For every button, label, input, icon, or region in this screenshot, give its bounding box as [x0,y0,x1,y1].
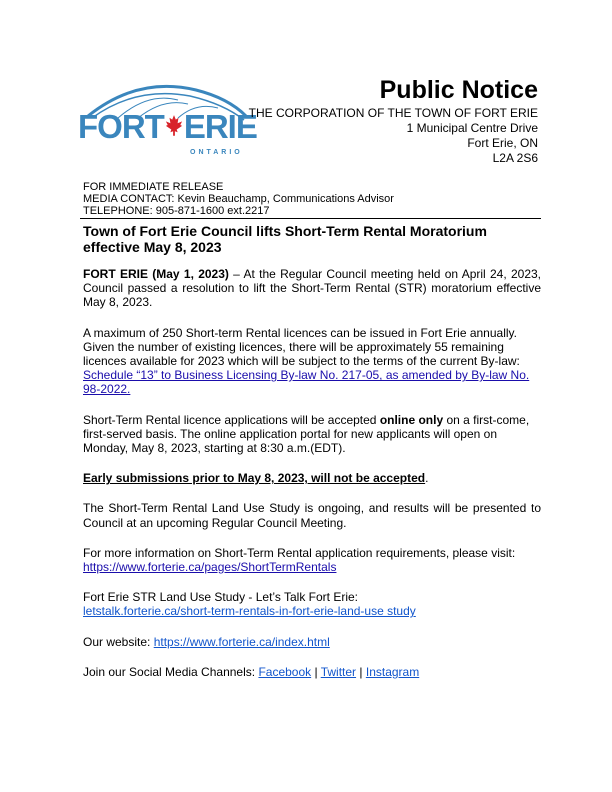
address-line: THE CORPORATION OF THE TOWN OF FORT ERIE [248,106,538,120]
address-line: 1 Municipal Centre Drive [406,121,538,135]
website-link[interactable]: https://www.forterie.ca/index.html [153,634,330,649]
more-info-text: For more information on Short-Term Rental application requirements, please visit: [83,545,516,560]
paragraph-early-submissions [83,471,541,485]
paragraph-letstalk [83,590,541,618]
applications-text-a: Short-Term Rental licence applications will be accepted [83,412,380,427]
instagram-link[interactable]: Instagram [365,664,420,679]
paragraph-intro [83,267,541,310]
str-info-link[interactable]: https://www.forterie.ca/pages/ShortTermRentals [83,560,337,575]
separator: | [311,664,321,679]
social-label: Join our Social Media Channels: [83,664,259,679]
applications-text-c: on a first-come, first-served basis. The online application portal for new applicants will open on Monday, May 8, 2023, starting at 8:30 a.m.(EDT). [83,412,530,456]
twitter-link[interactable]: Twitter [320,664,357,679]
paragraph-website [83,635,541,649]
early-submissions-warning: Early submissions prior to May 8, 2023, will not be accepted [83,471,426,486]
media-contact: MEDIA CONTACT: Kevin Beauchamp, Communications Advisor [83,193,394,205]
intro-text: – At the Regular Council meeting held on April 24, 2023, Council passed a resolution to lift the Short-Term Rental (STR) moratorium effective May 8, 2023. [83,267,541,310]
bylaw-link[interactable]: Schedule “13” to Business Licensing By-law No. 217-05, as amended by By-law No. 98-2022. [83,368,530,397]
headline: Town of Fort Erie Council lifts Short-Term Rental Moratorium effective May 8, 2023 [83,223,487,255]
logo-subtitle: ONTARIO [190,149,243,156]
paragraph-licences [83,326,541,397]
facebook-link[interactable]: Facebook [258,664,312,679]
paragraph-applications [83,413,541,456]
article-body [83,267,541,695]
logo-word-erie: ERIE [183,108,257,145]
website-label: Our website: [83,634,154,649]
dateline: FORT ERIE (May 1, 2023) [83,267,229,281]
licences-text: A maximum of 250 Short-term Rental licences can be issued in Fort Erie annually. Given the number of existing licences, there will be approximately 55 remaining licences available for 2023 which will be subject to the terms of the current By-law: [83,325,520,369]
period: . [425,471,429,486]
paragraph-more-info [83,546,541,574]
logo-word-fort: FORT [78,108,164,145]
letstalk-text: Fort Erie STR Land Use Study - Let’s Talk Fort Erie: [83,590,358,605]
release-info [83,181,394,217]
release-label: FOR IMMEDIATE RELEASE [83,181,224,193]
address-line: L2A 2S6 [492,151,538,165]
divider [80,218,541,219]
page-title: Public Notice [379,76,538,104]
address-block [249,106,538,166]
paragraph-social [83,665,541,679]
address-line: Fort Erie, ON [467,136,538,150]
separator: | [356,664,366,679]
maple-leaf-icon [165,114,183,136]
fort-erie-logo [78,82,258,162]
telephone: TELEPHONE: 905-871-1600 ext.2217 [83,205,270,217]
letstalk-link[interactable]: letstalk.forterie.ca/short-term-rentals-in-fort-erie-land-use study [83,604,416,619]
online-only-emphasis: online only [379,412,444,427]
paragraph-land-use-study: The Short-Term Rental Land Use Study is ongoing, and results will be presented to Council at an upcoming Regular Council Meeting. [83,501,541,530]
